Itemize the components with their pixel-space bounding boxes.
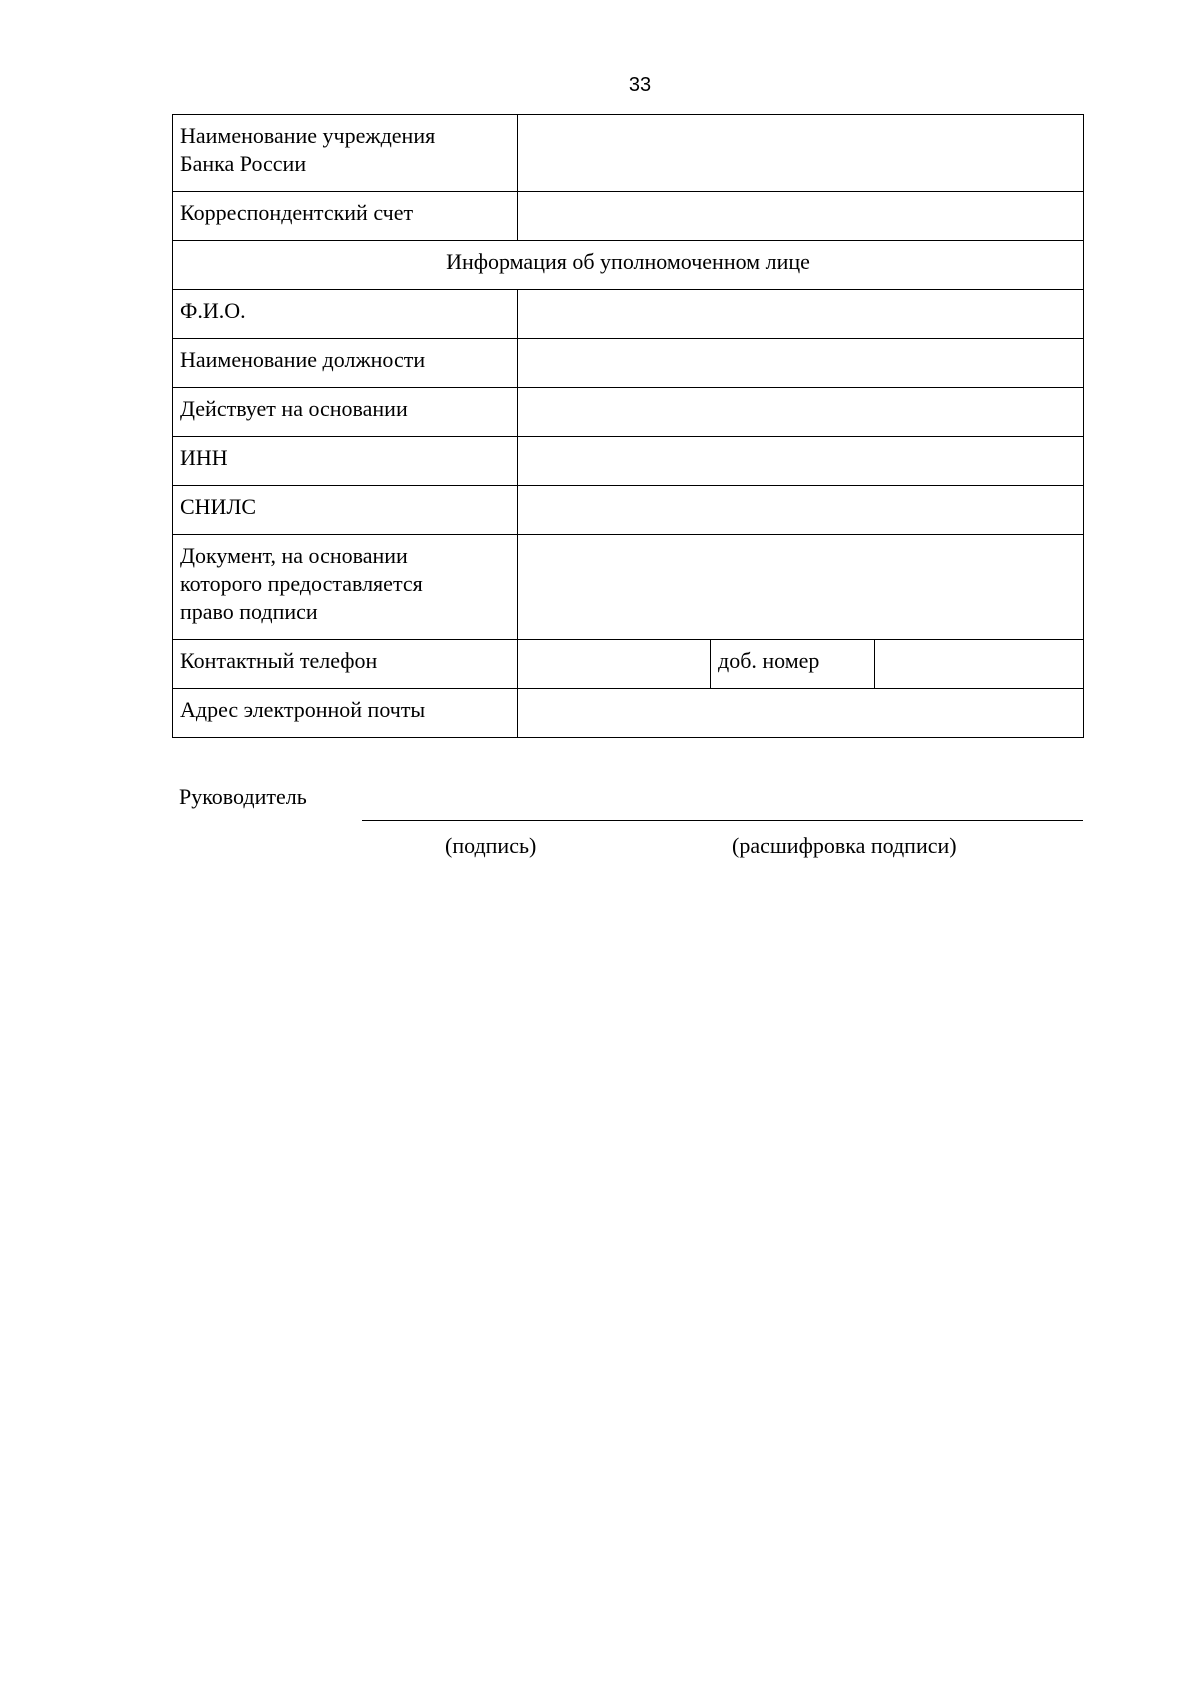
snils-value-field[interactable] <box>518 486 1084 535</box>
signature-line[interactable] <box>362 820 1083 821</box>
extension-value-field[interactable] <box>875 640 1084 689</box>
signing-authority-document-value-field[interactable] <box>518 535 1084 640</box>
signature-block <box>172 780 1083 860</box>
table-row <box>173 388 1084 437</box>
correspondent-account-value-field[interactable] <box>518 192 1084 241</box>
page-number: 33 <box>628 74 652 96</box>
position-value-field[interactable] <box>518 339 1084 388</box>
section-header-authorized-person: Информация об уполномоченном лице <box>173 241 1084 290</box>
row-label-snils: СНИЛС <box>173 486 518 535</box>
row-label-position: Наименование должности <box>173 339 518 388</box>
bank-details-form-table <box>172 114 1084 738</box>
acts-on-basis-value-field[interactable] <box>518 388 1084 437</box>
extension-label: доб. номер <box>711 640 875 689</box>
caption-signature: (подпись) <box>445 833 537 858</box>
table-row <box>173 486 1084 535</box>
row-label-email: Адрес электронной почты <box>173 689 518 738</box>
full-name-value-field[interactable] <box>518 290 1084 339</box>
table-row <box>173 339 1084 388</box>
row-label-correspondent-account: Корреспондентский счет <box>173 192 518 241</box>
table-row <box>173 640 1084 689</box>
table-row <box>173 192 1084 241</box>
row-label-bank-institution: Наименование учреждения Банка России <box>173 115 518 192</box>
table-row <box>173 437 1084 486</box>
row-label-full-name: Ф.И.О. <box>173 290 518 339</box>
table-row <box>173 290 1084 339</box>
email-value-field[interactable] <box>518 689 1084 738</box>
row-label-signing-authority-document: Документ, на основании которого предоставляется право подписи <box>173 535 518 640</box>
row-label-acts-on-basis: Действует на основании <box>173 388 518 437</box>
row-label-contact-phone: Контактный телефон <box>173 640 518 689</box>
signature-label-head: Руководитель <box>179 784 307 809</box>
bank-institution-value-field[interactable] <box>518 115 1084 192</box>
row-label-inn: ИНН <box>173 437 518 486</box>
table-row <box>173 241 1084 290</box>
table-row <box>173 115 1084 192</box>
caption-signature-decoding: (расшифровка подписи) <box>732 833 957 858</box>
table-row <box>173 535 1084 640</box>
inn-value-field[interactable] <box>518 437 1084 486</box>
contact-phone-value-field[interactable] <box>518 640 711 689</box>
table-row <box>173 689 1084 738</box>
